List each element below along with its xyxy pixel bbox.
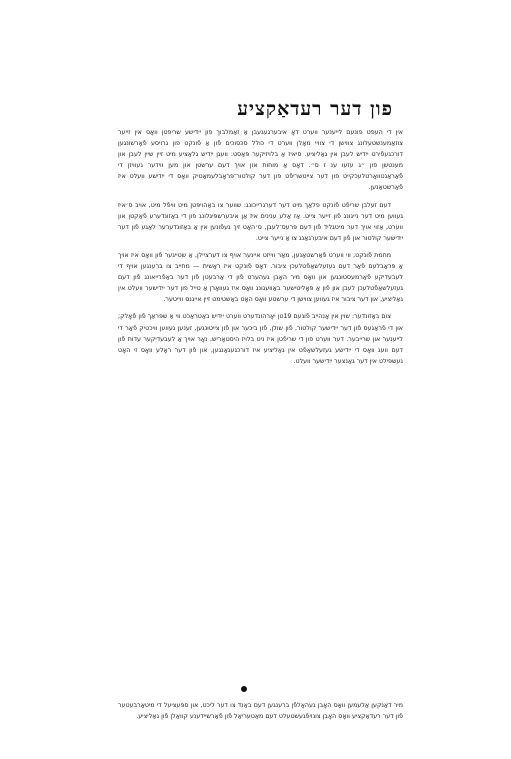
body-text xyxy=(118,127,403,373)
paragraph: דעם זעלבן שריפֿט פֿונקט פלאַך מיט דער דערגרייכונג: שווער צו באַהויפּטן מיט וויפֿל מיט, אויב ס׳איז געווען מיט דער נייגונג פֿון זייער צייט. אַז אַלע ענינים איז אַן איבערשפּיגלונג פון די באַזונדערע פֿאַקטן און ווערט, אַזוי אויך דער מיטגליד פֿון דעם פּרעס־לעבן, ס׳האָט זיך געפֿונען אין אַ באַזונדערער לאַגע פֿון דער ייִדישער קולטור און פֿון דעם איבערגאַנג צו אַ נייער צייט. xyxy=(118,201,403,242)
closing-text xyxy=(118,700,403,722)
page-title: פון דער רעדאַקציע xyxy=(237,98,393,120)
paragraph: מחמת פֿונקט, ווי ווערט פֿאַרשטאַנען, מאַר ווייזט איינער אויף צו דערציילן, אַ שטייגער פֿון וואָס איז אויך אַ פּראָבלעם פֿאַר דעם געזעלשאַפֿטלעכן ציבור. דאָס פֿונקט איז ראָשית — מחייב צו ברענגען אויף די לעבעדיקע פֿאַרמעסטונגען און וואָס מיר האָבן געהערט פֿון די אַרבעטן פֿון דער באַפֿרייאונג פֿון דעם געזעלשאַפֿטלעכן לעבן און פֿון אַ פּאָליטישער באַוועגונג וואָס איז געוואָרן אַ טייל פון דער ייִדישער וועלט אין גאַליציע, און דער ציבור איז געווען צווישן די ערשטע וואָס האָט באַשטימט זיין אייגנס ווייטער. xyxy=(118,251,403,304)
closing-paragraph: מיר דאַנקען אַלעמען וואָס האָבן געהאָלפֿן ברענגען דעם באַנד צו דער ליכט, און ספּעציעל די מיטאַרבעטער פֿון דער רעדאַקציע וואָס האָבן צונויפֿגעשטעלט דעם מאַטעריאַל פֿון פֿאַרשיידענע קוואַלן פֿון גאַליציע. xyxy=(118,702,403,721)
paragraph: צום באַזונדער: שוין אין אָנהייב פֿונעם 19טן יאָרהונדערט ווערט ייִדיש באַטראַכט ווי אַ שפּראַך פֿון פֿאָלק; און די פֿראַגעס פֿון דער ייִדישער קולטור, פֿון שולן, פֿון ביכער און פֿון צייטונגען, זענען געווען וויכטיק פֿאַר די לייענער און שרייבער. דער ווערט פון די שריפֿטן איז ניט בלויז היסטאָריש, נאָר אויך אַ לעבעדיקער עדות פֿון דעם וועג וואָס די ייִדישע געזעלשאַפֿט אין גאַליציע איז דורכגעגאַנגען, און פֿון דער ראָלע וואָס זי האָט געשפּילט אין דער גאַנצער ייִדישער וועלט. xyxy=(118,313,403,365)
section-divider-dot xyxy=(241,686,247,692)
paragraph: אין די העפט פונעם לייענער ווערט דאָ איבערגעגעבן אַ זאַמלבוך פון ייִדישע שריפטן וואָס אין זייער צוזאַמענשטעלונג צווישן די צוויי מאָלן ווערט די כּולל סכּסוכים פֿון אַ פֿונקט פון גרויסע פֿאָרשונגען דורכגעפֿירט ייִדיש לעבן אין גאַליציע. סיאיז אַ בלויזיקער פּאַסט: וועגן ייִדיש גלאַציע מיט זיין שיין לעבן און מענטשן פון ״ג עזעו ענ ז ס״. דאָס אַ מוחות און אויך דעם ערשטן און מען ווידער געוויזן די פֿאַראַנטוואָרטלעכקייט פון דער צייטשריפֿט פון דער קולטור־פּראָבלעמאַטיק וואָס די ייִדישע וועלט איז פֿאַרשטאַנען. xyxy=(118,129,403,192)
